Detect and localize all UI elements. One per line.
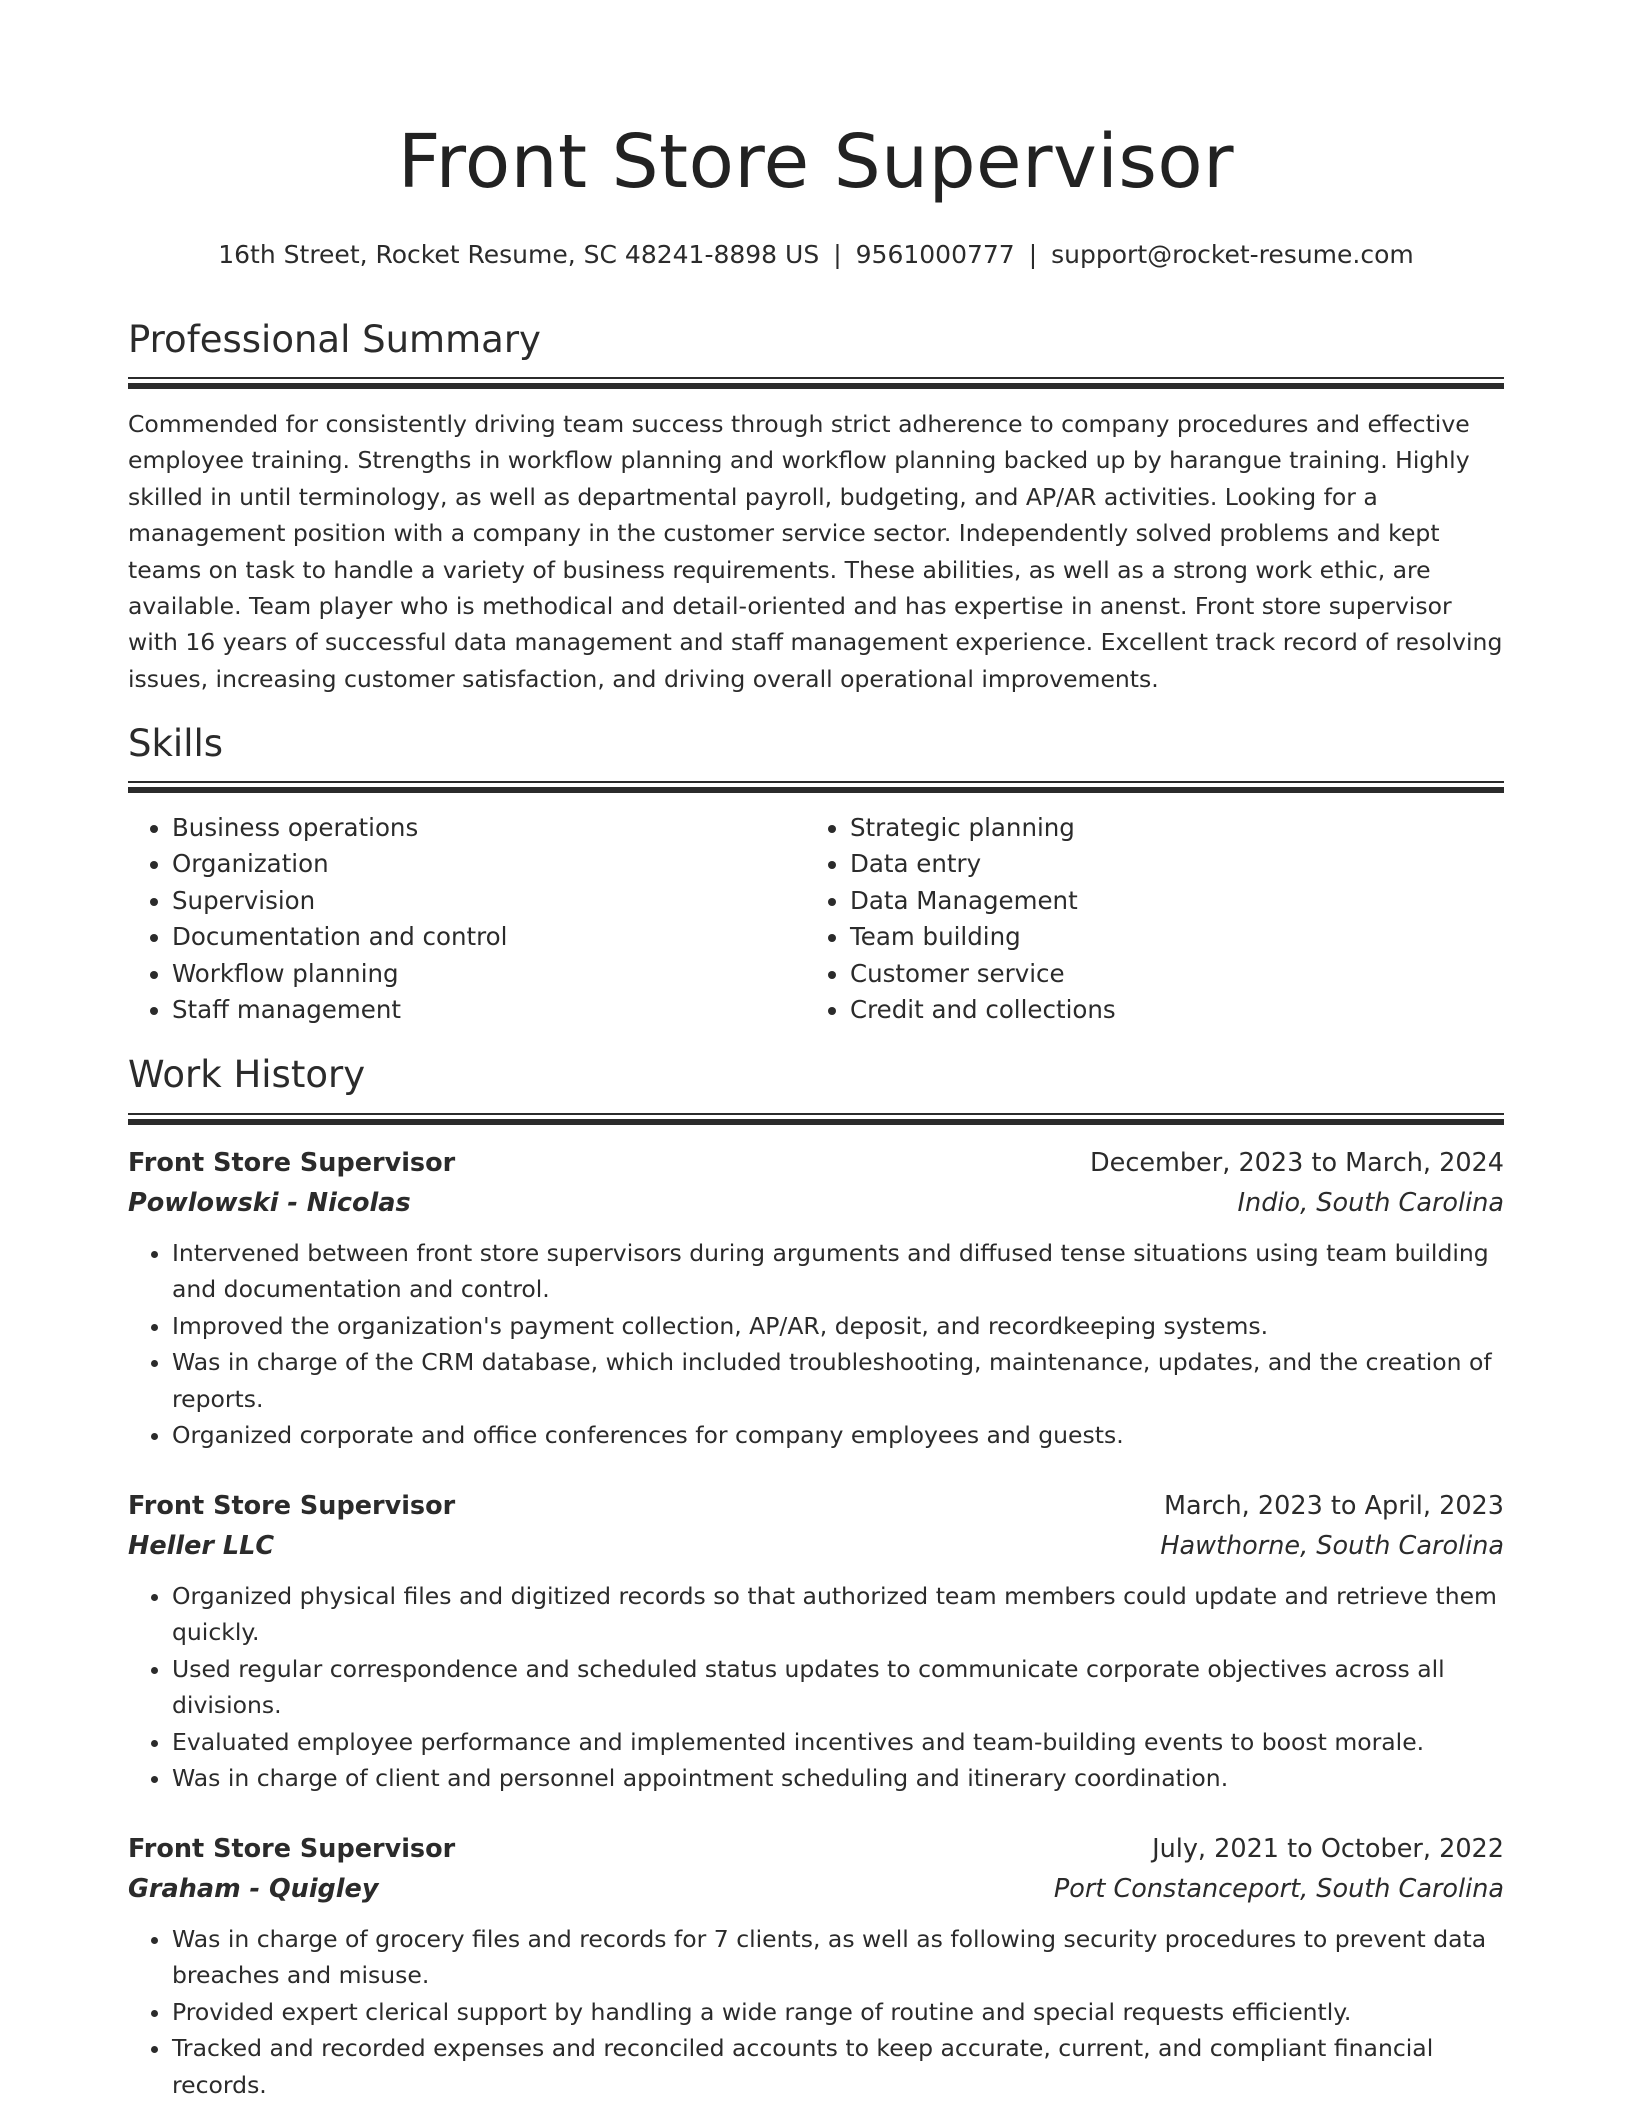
section-divider — [128, 377, 1504, 389]
job-title: Front Store Supervisor — [128, 1834, 456, 1864]
contact-separator: | — [1028, 240, 1038, 269]
job-bullet: • Intervened between front store supervisors during arguments and diffused tense situations using team building and documentation and control. — [172, 1235, 1504, 1308]
summary-heading: Professional Summary — [128, 318, 541, 361]
skill-item: • Staff management — [172, 992, 806, 1028]
job-dates: March, 2023 to April, 2023 — [1163, 1491, 1504, 1521]
skill-item: • Data Management — [850, 883, 1484, 919]
job-title: Front Store Supervisor — [128, 1148, 456, 1178]
contact-line — [128, 240, 1504, 270]
candidate-name: Front Store Supervisor — [397, 119, 1235, 205]
job-company: Powlowski - Nicolas — [128, 1188, 411, 1218]
job-bullets — [128, 1235, 1504, 1453]
job-dates: July, 2021 to October, 2022 — [1152, 1834, 1504, 1864]
summary-text: Commended for consistently driving team success through strict adherence to company procedures and effective employee training. Strengths in workflow planning and workflow planning backed up by harangue training. Highly skilled in until terminology, as well as departmental payroll, budgeting, and AP/AR activities. Looking for a management position with a company in the customer service sector. Independently solved problems and kept teams on task to handle a variety of business requirements. These abilities, as well as a strong work ethic, are available. Team player who is methodical and detail-oriented and has expertise in anenst. Front store supervisor with 16 years of successful data management and staff management experience. Excellent track record of resolving issues, increasing customer satisfaction, and driving overall operational improvements. — [128, 410, 1503, 693]
skill-item: • Workflow planning — [172, 956, 806, 992]
job-bullet: • Organized corporate and office conferences for company employees and guests. — [172, 1417, 1504, 1453]
phone: 9561000777 — [855, 240, 1015, 269]
address: 16th Street, Rocket Resume, SC 48241-8898 US — [218, 240, 820, 269]
skill-item: • Customer service — [850, 956, 1484, 992]
job-bullet: • Improved the organization's payment collection, AP/AR, deposit, and recordkeeping systems. — [172, 1308, 1504, 1344]
job-entry — [128, 1829, 1504, 2103]
job-bullet: • Tracked and recorded expenses and reconciled accounts to keep accurate, current, and compliant financial records. — [172, 2030, 1504, 2103]
job-entry — [128, 1486, 1504, 1796]
job-bullets — [128, 1921, 1504, 2103]
skill-item: • Business operations — [172, 810, 806, 846]
skills-list — [128, 810, 1504, 1028]
skill-item: • Credit and collections — [850, 992, 1484, 1028]
skill-item: • Organization — [172, 846, 806, 882]
job-bullet: • Provided expert clerical support by handling a wide range of routine and special requests efficiently. — [172, 1994, 1504, 2030]
job-bullet: • Was in charge of the CRM database, which included troubleshooting, maintenance, updates, and the creation of reports. — [172, 1344, 1504, 1417]
job-bullet: • Organized physical files and digitized records so that authorized team members could update and retrieve them quickly. — [172, 1578, 1504, 1651]
job-location: Port Constanceport, South Carolina — [1053, 1874, 1504, 1904]
section-divider — [128, 1113, 1504, 1125]
section-divider — [128, 781, 1504, 793]
job-location: Indio, South Carolina — [1237, 1188, 1504, 1218]
skill-item: • Supervision — [172, 883, 806, 919]
skills-column-left — [128, 810, 806, 1028]
skill-item: • Data entry — [850, 846, 1484, 882]
job-title: Front Store Supervisor — [128, 1491, 456, 1521]
job-company: Graham - Quigley — [128, 1874, 379, 1904]
job-company: Heller LLC — [128, 1531, 275, 1561]
skills-heading: Skills — [128, 722, 224, 765]
job-bullet: • Was in charge of client and personnel appointment scheduling and itinerary coordination. — [172, 1760, 1504, 1796]
job-bullet: • Evaluated employee performance and implemented incentives and team-building events to boost morale. — [172, 1724, 1504, 1760]
email-link[interactable]: support@rocket-resume.com — [1051, 240, 1414, 269]
job-bullet: • Used regular correspondence and scheduled status updates to communicate corporate objectives across all divisions. — [172, 1651, 1504, 1724]
skill-item: • Team building — [850, 919, 1484, 955]
skill-item: • Documentation and control — [172, 919, 806, 955]
job-bullets — [128, 1578, 1504, 1796]
skill-item: • Strategic planning — [850, 810, 1484, 846]
job-location: Hawthorne, South Carolina — [1160, 1531, 1504, 1561]
skills-column-right — [806, 810, 1484, 1028]
job-bullet: • Was in charge of grocery files and records for 7 clients, as well as following security procedures to prevent data breaches and misuse. — [172, 1921, 1504, 1994]
job-dates: December, 2023 to March, 2024 — [1090, 1148, 1504, 1178]
job-entry — [128, 1143, 1504, 1453]
contact-separator: | — [833, 240, 842, 269]
work-history-heading: Work History — [128, 1053, 366, 1096]
